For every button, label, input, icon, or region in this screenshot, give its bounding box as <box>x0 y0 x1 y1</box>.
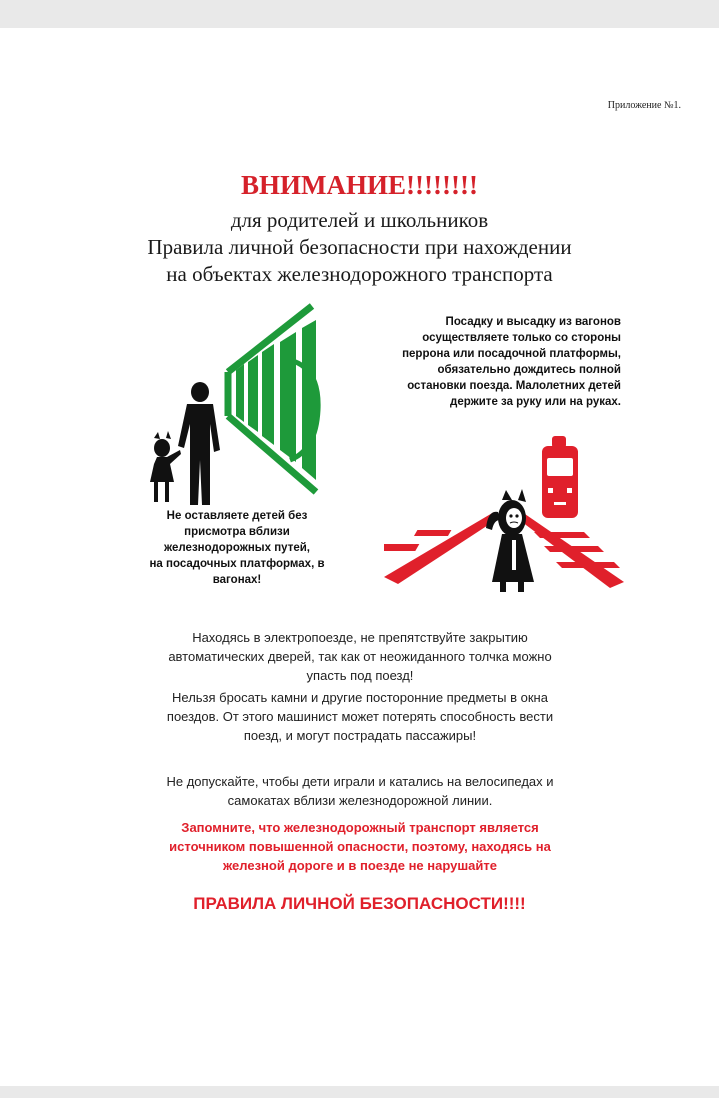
caption-line: вагонах! <box>212 574 262 586</box>
warning-line: Запомните, что железнодорожный транспорт является <box>181 820 539 835</box>
final-heading: ПРАВИЛА ЛИЧНОЙ БЕЗОПАСНОСТИ!!!! <box>193 894 526 913</box>
subtitle <box>0 207 719 288</box>
paragraph-line: Нельзя бросать камни и другие посторонние предметы в окна <box>172 690 548 705</box>
caption-line: присмотра вблизи <box>184 526 290 538</box>
paragraph-line: Находясь в электропоезде, не препятствуйте закрытию <box>192 630 528 645</box>
paragraph-doors <box>120 628 600 685</box>
warning-text <box>130 818 590 875</box>
paragraph-line: поезд, и могут пострадать пассажиры! <box>243 728 477 743</box>
caption-line: остановки поезда. Малолетних детей <box>407 380 621 392</box>
paragraph-line: самокатах вблизи железнодорожной линии. <box>227 793 493 808</box>
paragraph-line: поездов. От этого машинист может потерять способность вести <box>166 709 554 724</box>
caption-line: перрона или посадочной платформы, <box>402 348 621 360</box>
subtitle-line: на объектах железнодорожного транспорта <box>166 262 553 286</box>
appendix-label: Приложение №1. <box>607 100 681 111</box>
paragraph-line: Не допускайте, чтобы дети играли и катались на велосипедах и <box>166 774 554 789</box>
document-page <box>0 28 719 1086</box>
paragraph-line: упасть под поезд! <box>306 668 414 683</box>
caption-line: обязательно дождитесь полной <box>437 364 621 376</box>
caption-line: на посадочных платформах, в <box>149 558 325 570</box>
page-title: ВНИМАНИЕ!!!!!!!! <box>241 170 478 200</box>
caption-line: Не оставляете детей без <box>166 510 308 522</box>
caption-line: осуществляете только со стороны <box>422 332 621 344</box>
caption-line: держите за руку или на руках. <box>450 396 621 408</box>
paragraph-line: автоматических дверей, так как от неожиданного толчка можно <box>168 649 552 664</box>
adult-child-near-train-icon <box>140 300 340 505</box>
paragraph-stones <box>120 688 600 745</box>
caption-boarding <box>366 314 621 410</box>
warning-line: источником повышенной опасности, поэтому, находясь на <box>169 839 551 854</box>
paragraph-play <box>120 772 600 810</box>
warning-line: железной дороге и в поезде не нарушайте <box>223 858 497 873</box>
subtitle-line: для родителей и школьников <box>230 208 489 232</box>
caption-supervision <box>122 508 352 588</box>
subtitle-line: Правила личной безопасности при нахождении <box>147 235 572 259</box>
child-on-tracks-train-icon <box>384 432 624 592</box>
caption-line: железнодорожных путей, <box>164 542 310 554</box>
caption-line: Посадку и высадку из вагонов <box>445 316 621 328</box>
